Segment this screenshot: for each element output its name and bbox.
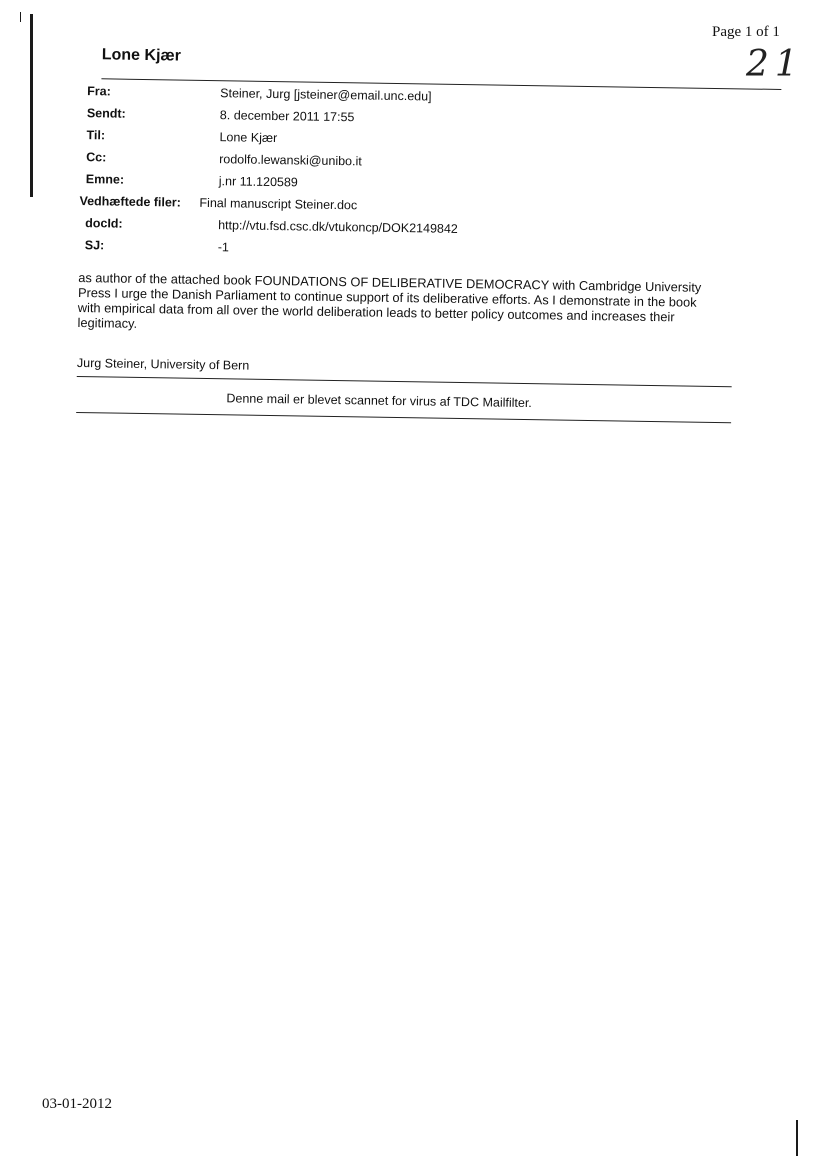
header-value: Final manuscript Steiner.doc <box>199 195 358 213</box>
footer-rule <box>76 412 731 423</box>
recipient-name: Lone Kjær <box>101 46 182 65</box>
header-label: docId: <box>85 216 123 231</box>
header-label: Vedhæftede filer: <box>79 193 182 210</box>
page-number: Page 1 of 1 <box>712 24 780 40</box>
bottom-right-mark <box>796 1120 798 1156</box>
left-margin-tick <box>20 12 21 22</box>
header-label: Til: <box>86 128 106 143</box>
header-label: Emne: <box>85 172 125 187</box>
email-signature: Jurg Steiner, University of Bern <box>76 355 250 373</box>
header-value: j.nr 11.120589 <box>218 174 298 190</box>
header-label: Fra: <box>87 84 111 99</box>
header-value: 8. december 2011 17:55 <box>219 108 355 125</box>
header-label: SJ: <box>84 238 105 253</box>
virus-scan-notice: Denne mail er blevet scannet for virus af TDC Mailfilter. <box>226 391 532 411</box>
header-value: Lone Kjær <box>219 130 278 146</box>
left-margin-mark <box>30 14 33 197</box>
email-body: as author of the attached book FOUNDATIONS OF DELIBERATIVE DEMOCRACY with Cambridge University Press I urge the Danish Parliament to continue support of its deliberative efforts. As I demonstrate in the book with empirical data from all over the world deliberation leads to better policy outcomes and increases their legitimacy. <box>77 269 702 331</box>
scan-date: 03-01-2012 <box>42 1096 112 1112</box>
email-printout <box>76 42 732 411</box>
header-label: Cc: <box>86 150 107 165</box>
header-label: Sendt: <box>86 106 126 121</box>
header-value: -1 <box>217 240 230 255</box>
handwritten-page-number: 21 <box>746 44 804 85</box>
header-value: http://vtu.fsd.csc.dk/vtukoncp/DOK2149842 <box>218 218 458 236</box>
signature-rule <box>77 376 732 387</box>
header-value: Steiner, Jurg [jsteiner@email.unc.edu] <box>220 86 432 104</box>
header-value: rodolfo.lewanski@unibo.it <box>219 152 362 169</box>
